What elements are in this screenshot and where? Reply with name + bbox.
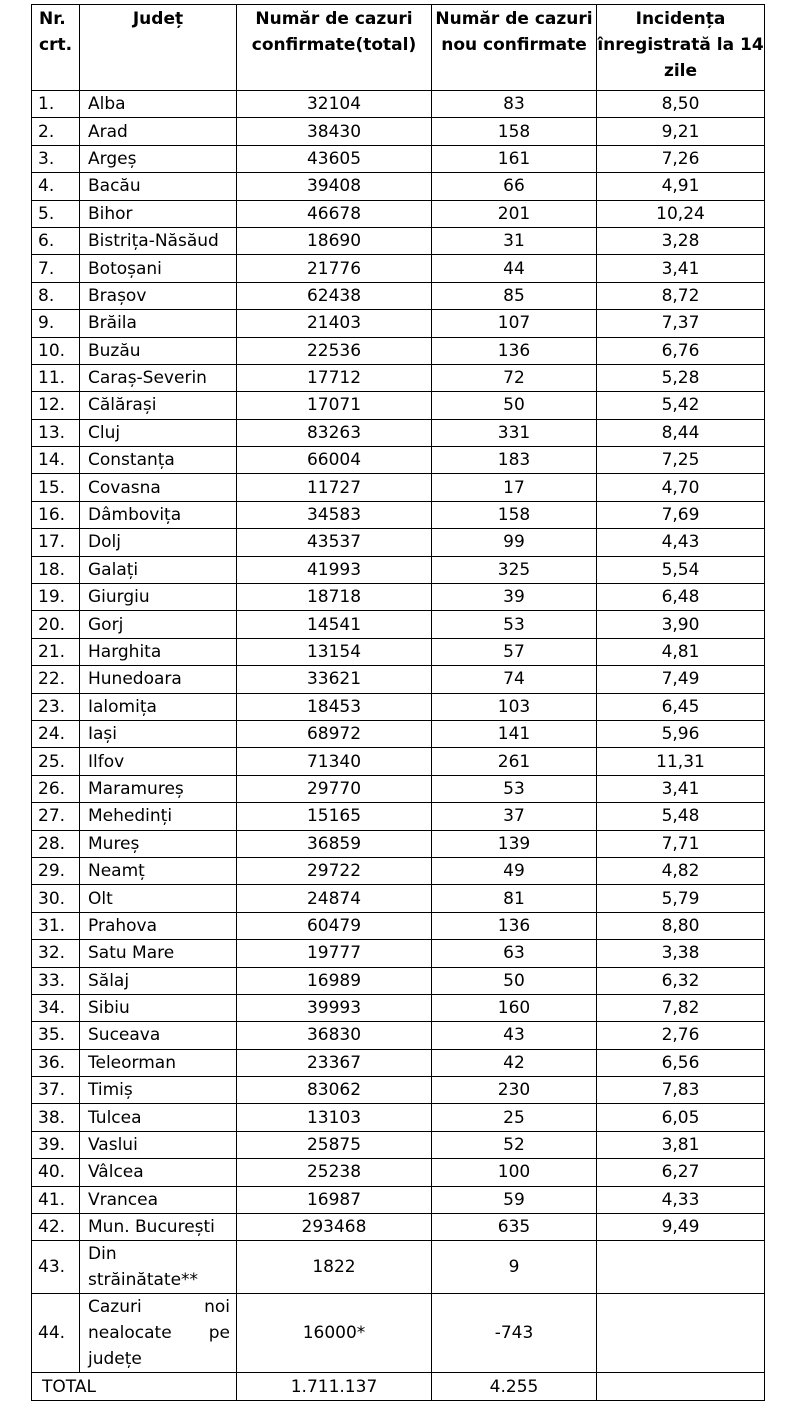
cell-judet: Buzău — [80, 337, 237, 364]
cell-judet: Vaslui — [80, 1131, 237, 1158]
cell-nr: 37. — [32, 1077, 80, 1104]
cell-new: 57 — [432, 638, 597, 665]
table-row — [32, 1022, 765, 1049]
cell-new: 331 — [432, 419, 597, 446]
header-incidence: Incidența înregistrată la 14 zile — [597, 5, 765, 91]
cell-new: 99 — [432, 529, 597, 556]
cell-judet-line1: Cazuri noi — [88, 1297, 230, 1318]
cell-judet: Alba — [80, 91, 237, 118]
header-nr-crt: Nr. crt. — [32, 5, 80, 91]
cell-judet: Vâlcea — [80, 1159, 237, 1186]
cell-nr: 44. — [32, 1294, 80, 1373]
cell-incidence: 7,69 — [597, 501, 765, 528]
cell-incidence: 11,31 — [597, 748, 765, 775]
cell-judet: Prahova — [80, 912, 237, 939]
cell-judet: Ialomița — [80, 693, 237, 720]
cell-new: 158 — [432, 501, 597, 528]
cell-nr: 2. — [32, 118, 80, 145]
header-row — [32, 5, 765, 91]
header-judet: Județ — [80, 5, 237, 91]
cell-judet: Timiș — [80, 1077, 237, 1104]
cell-judet: Galați — [80, 556, 237, 583]
cell-nr: 7. — [32, 255, 80, 282]
cell-total: 39408 — [237, 173, 432, 200]
cell-total: 17712 — [237, 364, 432, 391]
cell-judet: Mehedinți — [80, 803, 237, 830]
cell-judet-line2: nealocate pe — [88, 1323, 230, 1344]
cell-judet-line3: județe — [88, 1349, 142, 1370]
table-row — [32, 255, 765, 282]
table-row — [32, 638, 765, 665]
cell-total: 24874 — [237, 885, 432, 912]
cell-judet — [80, 1241, 237, 1294]
table-row — [32, 447, 765, 474]
cell-new: 31 — [432, 227, 597, 254]
cell-total: 43537 — [237, 529, 432, 556]
cell-judet: Bihor — [80, 200, 237, 227]
cell-nr: 22. — [32, 666, 80, 693]
table-row — [32, 556, 765, 583]
cell-new: 52 — [432, 1131, 597, 1158]
table-row — [32, 200, 765, 227]
cell-judet: Sălaj — [80, 967, 237, 994]
cell-nr: 3. — [32, 145, 80, 172]
table-row-abroad — [32, 1241, 765, 1294]
cell-judet-line1: Din — [88, 1244, 117, 1265]
cell-new: 325 — [432, 556, 597, 583]
cell-new: 141 — [432, 720, 597, 747]
table-row — [32, 282, 765, 309]
cell-judet: Brăila — [80, 310, 237, 337]
cell-incidence: 6,27 — [597, 1159, 765, 1186]
cell-incidence: 3,28 — [597, 227, 765, 254]
cell-nr: 8. — [32, 282, 80, 309]
cell-new: 183 — [432, 447, 597, 474]
cell-incidence — [597, 1241, 765, 1294]
cell-nr: 11. — [32, 364, 80, 391]
cell-incidence: 3,41 — [597, 775, 765, 802]
table-row — [32, 1131, 765, 1158]
cell-nr: 6. — [32, 227, 80, 254]
cell-total: 25238 — [237, 1159, 432, 1186]
cell-new: 161 — [432, 145, 597, 172]
cell-total: 60479 — [237, 912, 432, 939]
cell-new: 59 — [432, 1186, 597, 1213]
cell-incidence: 4,70 — [597, 474, 765, 501]
cell-new: 49 — [432, 857, 597, 884]
cell-judet: Gorj — [80, 611, 237, 638]
cell-total: 33621 — [237, 666, 432, 693]
cell-total: 16987 — [237, 1186, 432, 1213]
cell-new: 139 — [432, 830, 597, 857]
cell-judet: Harghita — [80, 638, 237, 665]
table-row — [32, 775, 765, 802]
cell-total: 39993 — [237, 994, 432, 1021]
cell-total: 18453 — [237, 693, 432, 720]
table-row — [32, 912, 765, 939]
cell-nr: 43. — [32, 1241, 80, 1294]
cell-nr: 31. — [32, 912, 80, 939]
table-row-total — [32, 1373, 765, 1400]
total-cases-sum: 1.711.137 — [237, 1373, 432, 1400]
cell-new: 53 — [432, 775, 597, 802]
cell-total: 43605 — [237, 145, 432, 172]
cell-new: 85 — [432, 282, 597, 309]
table-row — [32, 748, 765, 775]
cell-nr: 5. — [32, 200, 80, 227]
cell-judet-line2: străinătate** — [88, 1270, 199, 1291]
cell-nr: 16. — [32, 501, 80, 528]
cell-incidence: 4,91 — [597, 173, 765, 200]
cell-judet: Argeș — [80, 145, 237, 172]
cell-nr: 4. — [32, 173, 80, 200]
cell-new: 261 — [432, 748, 597, 775]
cell-total: 13103 — [237, 1104, 432, 1131]
cell-total: 18690 — [237, 227, 432, 254]
cell-total: 293468 — [237, 1214, 432, 1241]
cell-judet — [80, 1294, 237, 1373]
cell-judet: Botoșani — [80, 255, 237, 282]
cell-incidence: 6,76 — [597, 337, 765, 364]
cell-judet: Caraș-Severin — [80, 364, 237, 391]
cell-judet: Călărași — [80, 392, 237, 419]
cell-total: 16989 — [237, 967, 432, 994]
cell-nr: 24. — [32, 720, 80, 747]
cell-total: 21776 — [237, 255, 432, 282]
cell-incidence: 9,49 — [597, 1214, 765, 1241]
cell-incidence: 5,79 — [597, 885, 765, 912]
cell-new: 44 — [432, 255, 597, 282]
cell-nr: 42. — [32, 1214, 80, 1241]
cell-judet: Iași — [80, 720, 237, 747]
cell-incidence: 8,72 — [597, 282, 765, 309]
cell-judet: Hunedoara — [80, 666, 237, 693]
cell-judet: Olt — [80, 885, 237, 912]
cell-nr: 20. — [32, 611, 80, 638]
table-row — [32, 1159, 765, 1186]
cell-total: 29722 — [237, 857, 432, 884]
table-row — [32, 830, 765, 857]
cell-nr: 13. — [32, 419, 80, 446]
cell-total: 22536 — [237, 337, 432, 364]
cell-total: 16000* — [237, 1294, 432, 1373]
table-row — [32, 227, 765, 254]
cell-nr: 34. — [32, 994, 80, 1021]
cell-incidence: 7,25 — [597, 447, 765, 474]
table-row — [32, 666, 765, 693]
cell-new: 160 — [432, 994, 597, 1021]
cell-incidence: 3,38 — [597, 940, 765, 967]
cell-new: 72 — [432, 364, 597, 391]
cell-total: 13154 — [237, 638, 432, 665]
table-row — [32, 1077, 765, 1104]
cell-judet: Mureș — [80, 830, 237, 857]
cell-total: 66004 — [237, 447, 432, 474]
cell-total: 25875 — [237, 1131, 432, 1158]
total-label: TOTAL — [32, 1373, 237, 1400]
cell-new: 25 — [432, 1104, 597, 1131]
cell-new: 74 — [432, 666, 597, 693]
table-row — [32, 803, 765, 830]
cell-new: 158 — [432, 118, 597, 145]
cell-nr: 10. — [32, 337, 80, 364]
cell-new: 100 — [432, 1159, 597, 1186]
cell-judet: Giurgiu — [80, 584, 237, 611]
cell-incidence: 7,83 — [597, 1077, 765, 1104]
cell-incidence: 3,81 — [597, 1131, 765, 1158]
cell-new: -743 — [432, 1294, 597, 1373]
cell-nr: 1. — [32, 91, 80, 118]
cell-incidence: 6,48 — [597, 584, 765, 611]
cell-judet: Vrancea — [80, 1186, 237, 1213]
cell-nr: 39. — [32, 1131, 80, 1158]
cell-total: 36859 — [237, 830, 432, 857]
cell-new: 63 — [432, 940, 597, 967]
cell-incidence: 7,71 — [597, 830, 765, 857]
cell-incidence: 7,82 — [597, 994, 765, 1021]
table-row — [32, 310, 765, 337]
cell-incidence: 10,24 — [597, 200, 765, 227]
cell-nr: 9. — [32, 310, 80, 337]
cell-total: 17071 — [237, 392, 432, 419]
cell-new: 50 — [432, 392, 597, 419]
table-row — [32, 501, 765, 528]
cell-nr: 25. — [32, 748, 80, 775]
cell-incidence: 4,81 — [597, 638, 765, 665]
cell-new: 136 — [432, 912, 597, 939]
total-new-sum: 4.255 — [432, 1373, 597, 1400]
cell-new: 39 — [432, 584, 597, 611]
cell-total: 36830 — [237, 1022, 432, 1049]
cell-total: 62438 — [237, 282, 432, 309]
cell-nr: 19. — [32, 584, 80, 611]
cell-nr: 41. — [32, 1186, 80, 1213]
cell-incidence: 4,43 — [597, 529, 765, 556]
cell-judet: Bistrița-Năsăud — [80, 227, 237, 254]
cell-nr: 33. — [32, 967, 80, 994]
cell-new: 17 — [432, 474, 597, 501]
cell-incidence: 8,50 — [597, 91, 765, 118]
table-row — [32, 940, 765, 967]
cell-judet: Constanța — [80, 447, 237, 474]
table-body — [32, 91, 765, 1401]
total-incidence — [597, 1373, 765, 1400]
table-row — [32, 693, 765, 720]
cell-total: 41993 — [237, 556, 432, 583]
cell-total: 29770 — [237, 775, 432, 802]
cell-new: 230 — [432, 1077, 597, 1104]
cell-judet: Cluj — [80, 419, 237, 446]
table-row — [32, 91, 765, 118]
cell-incidence: 4,33 — [597, 1186, 765, 1213]
cell-nr: 30. — [32, 885, 80, 912]
table-row — [32, 337, 765, 364]
cell-judet: Mun. București — [80, 1214, 237, 1241]
cell-judet: Bacău — [80, 173, 237, 200]
cell-judet: Dolj — [80, 529, 237, 556]
table-row — [32, 1214, 765, 1241]
cell-incidence: 6,32 — [597, 967, 765, 994]
cell-nr: 28. — [32, 830, 80, 857]
cell-judet: Brașov — [80, 282, 237, 309]
table-row — [32, 529, 765, 556]
cell-new: 42 — [432, 1049, 597, 1076]
cell-new: 635 — [432, 1214, 597, 1241]
cell-incidence: 7,26 — [597, 145, 765, 172]
table-row — [32, 364, 765, 391]
covid-cases-table — [31, 4, 765, 1401]
table-row-unallocated — [32, 1294, 765, 1373]
cell-nr: 14. — [32, 447, 80, 474]
cell-incidence: 6,05 — [597, 1104, 765, 1131]
cell-total: 1822 — [237, 1241, 432, 1294]
cell-nr: 40. — [32, 1159, 80, 1186]
cell-new: 9 — [432, 1241, 597, 1294]
cell-total: 71340 — [237, 748, 432, 775]
cell-nr: 23. — [32, 693, 80, 720]
header-new-cases: Număr de cazuri nou confirmate — [432, 5, 597, 91]
cell-nr: 18. — [32, 556, 80, 583]
cell-nr: 32. — [32, 940, 80, 967]
cell-new: 66 — [432, 173, 597, 200]
table-row — [32, 419, 765, 446]
cell-incidence: 3,90 — [597, 611, 765, 638]
table-row — [32, 173, 765, 200]
cell-judet: Ilfov — [80, 748, 237, 775]
header-total-cases: Număr de cazuri confirmate(total) — [237, 5, 432, 91]
cell-nr: 15. — [32, 474, 80, 501]
cell-new: 103 — [432, 693, 597, 720]
cell-nr: 21. — [32, 638, 80, 665]
cell-incidence: 7,49 — [597, 666, 765, 693]
cell-nr: 12. — [32, 392, 80, 419]
cell-judet: Sibiu — [80, 994, 237, 1021]
table-row — [32, 967, 765, 994]
cell-judet: Teleorman — [80, 1049, 237, 1076]
cell-incidence: 8,80 — [597, 912, 765, 939]
cell-incidence: 5,96 — [597, 720, 765, 747]
cell-judet: Tulcea — [80, 1104, 237, 1131]
cell-total: 18718 — [237, 584, 432, 611]
cell-judet: Arad — [80, 118, 237, 145]
table-row — [32, 1186, 765, 1213]
cell-new: 50 — [432, 967, 597, 994]
table-row — [32, 584, 765, 611]
table-row — [32, 392, 765, 419]
cell-new: 201 — [432, 200, 597, 227]
cell-judet: Dâmbovița — [80, 501, 237, 528]
table-row — [32, 994, 765, 1021]
cell-nr: 17. — [32, 529, 80, 556]
table-row — [32, 611, 765, 638]
cell-new: 53 — [432, 611, 597, 638]
cell-judet: Satu Mare — [80, 940, 237, 967]
cell-total: 68972 — [237, 720, 432, 747]
cell-total: 19777 — [237, 940, 432, 967]
cell-incidence: 4,82 — [597, 857, 765, 884]
cell-nr: 38. — [32, 1104, 80, 1131]
cell-incidence: 5,48 — [597, 803, 765, 830]
cell-new: 107 — [432, 310, 597, 337]
cell-incidence: 7,37 — [597, 310, 765, 337]
cell-new: 37 — [432, 803, 597, 830]
cell-total: 38430 — [237, 118, 432, 145]
cell-incidence: 5,54 — [597, 556, 765, 583]
table-row — [32, 857, 765, 884]
cell-nr: 35. — [32, 1022, 80, 1049]
cell-incidence — [597, 1294, 765, 1373]
cell-nr: 36. — [32, 1049, 80, 1076]
table-row — [32, 1104, 765, 1131]
cell-total: 83263 — [237, 419, 432, 446]
cell-incidence: 9,21 — [597, 118, 765, 145]
cell-total: 34583 — [237, 501, 432, 528]
cell-incidence: 2,76 — [597, 1022, 765, 1049]
cell-total: 15165 — [237, 803, 432, 830]
table-row — [32, 145, 765, 172]
cell-judet: Covasna — [80, 474, 237, 501]
cell-nr: 27. — [32, 803, 80, 830]
cell-new: 136 — [432, 337, 597, 364]
cell-nr: 26. — [32, 775, 80, 802]
cell-total: 32104 — [237, 91, 432, 118]
table-row — [32, 1049, 765, 1076]
cell-total: 83062 — [237, 1077, 432, 1104]
table-row — [32, 720, 765, 747]
cell-new: 81 — [432, 885, 597, 912]
cell-nr: 29. — [32, 857, 80, 884]
table-row — [32, 474, 765, 501]
table-row — [32, 118, 765, 145]
cell-total: 14541 — [237, 611, 432, 638]
cell-total: 11727 — [237, 474, 432, 501]
cell-total: 46678 — [237, 200, 432, 227]
cell-incidence: 3,41 — [597, 255, 765, 282]
cell-incidence: 5,28 — [597, 364, 765, 391]
cell-judet: Suceava — [80, 1022, 237, 1049]
cell-incidence: 5,42 — [597, 392, 765, 419]
cell-new: 83 — [432, 91, 597, 118]
cell-incidence: 6,45 — [597, 693, 765, 720]
cell-total: 21403 — [237, 310, 432, 337]
cell-judet: Neamț — [80, 857, 237, 884]
cell-new: 43 — [432, 1022, 597, 1049]
cell-total: 23367 — [237, 1049, 432, 1076]
table-row — [32, 885, 765, 912]
cell-incidence: 6,56 — [597, 1049, 765, 1076]
cell-incidence: 8,44 — [597, 419, 765, 446]
cell-judet: Maramureș — [80, 775, 237, 802]
